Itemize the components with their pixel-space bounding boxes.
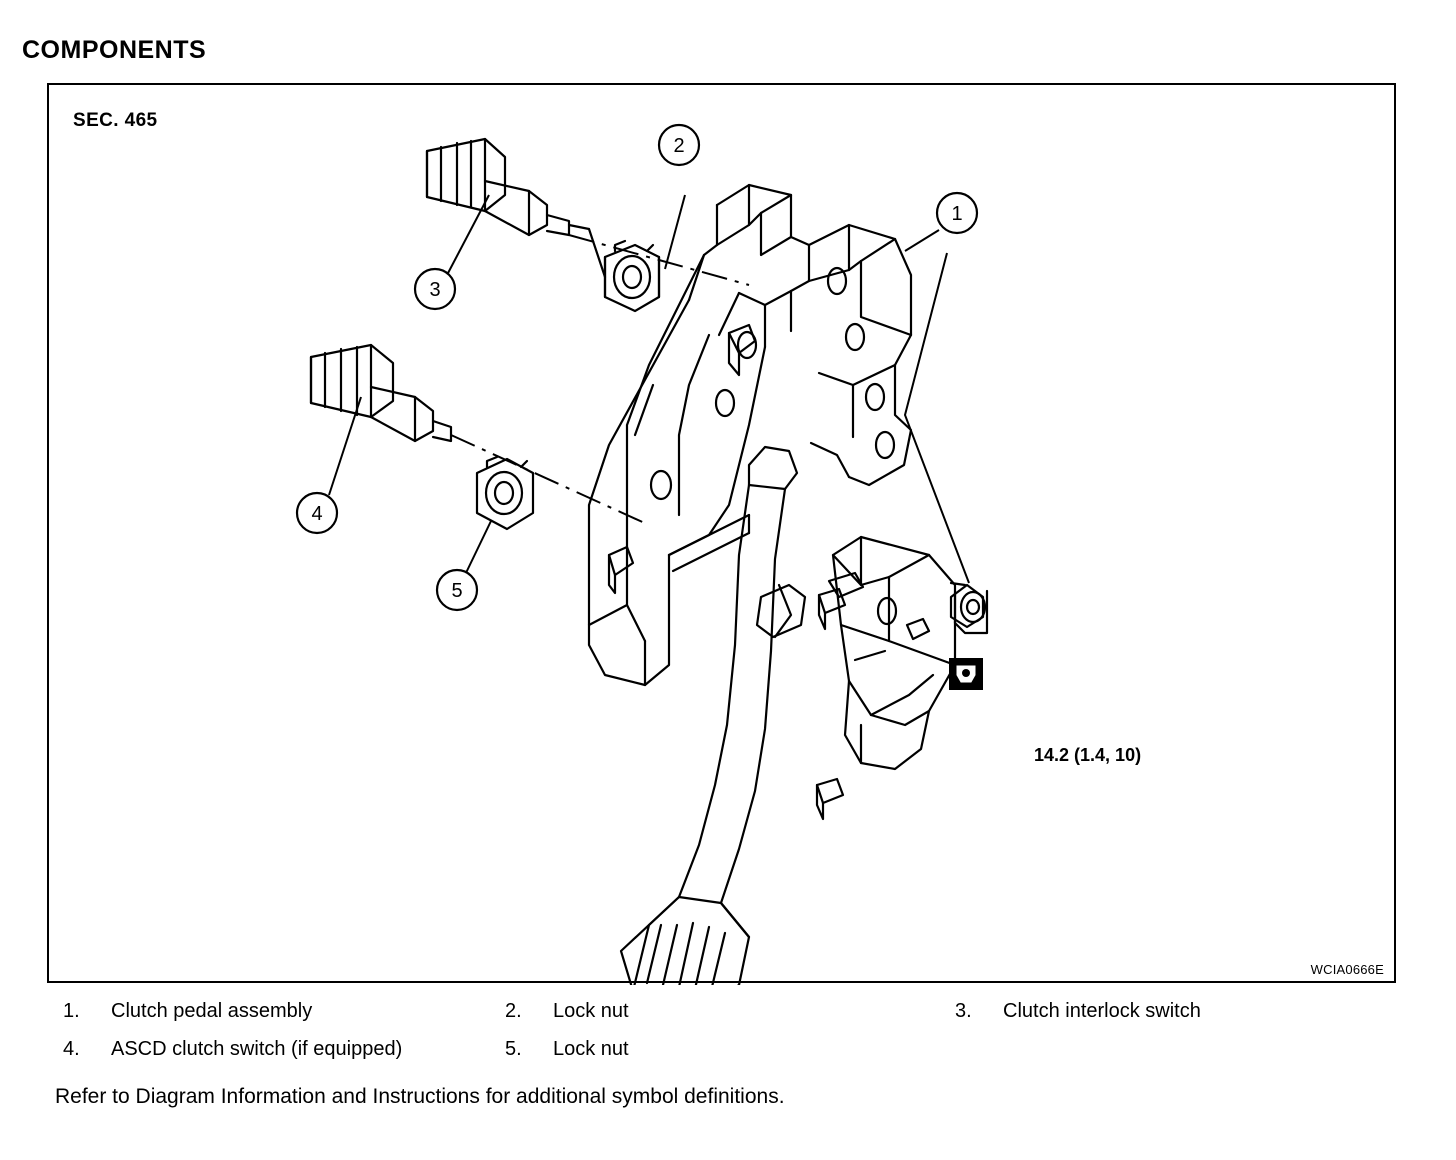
legend-label: ASCD clutch switch (if equipped) (111, 1038, 403, 1060)
figure-code: WCIA0666E (1310, 962, 1384, 977)
section-label: SEC. 465 (73, 110, 158, 131)
legend-number: 4. (63, 1038, 80, 1060)
legend-item-1 (63, 1000, 312, 1023)
legend-number: 3. (955, 1000, 972, 1022)
legend-label: Clutch pedal assembly (111, 1000, 313, 1022)
legend-row (47, 1000, 1407, 1038)
legend-number: 5. (505, 1038, 522, 1060)
legend-label: Lock nut (553, 1038, 629, 1060)
legend-label: Clutch interlock switch (1003, 1000, 1201, 1022)
callout-label-1: 1 (951, 203, 963, 225)
legend-item-5 (505, 1038, 629, 1061)
callout-label-2: 2 (673, 135, 685, 157)
torque-spec-text: 14.2 (1.4, 10) (1034, 745, 1142, 765)
legend-item-4 (63, 1038, 402, 1061)
legend (47, 1000, 1407, 1076)
legend-number: 2. (505, 1000, 522, 1022)
legend-item-3 (955, 1000, 1201, 1023)
legend-item-2 (505, 1000, 629, 1023)
diagram-illustration (49, 85, 1398, 985)
figure-frame (47, 83, 1396, 983)
legend-number: 1. (63, 1000, 80, 1022)
torque-symbol (949, 658, 983, 690)
page-title: COMPONENTS (22, 36, 207, 64)
callout-label-3: 3 (429, 279, 441, 301)
callout-label-4: 4 (311, 503, 323, 525)
footer-note: Refer to Diagram Information and Instructions for additional symbol definitions. (55, 1085, 785, 1108)
callout-label-5: 5 (451, 580, 463, 602)
legend-label: Lock nut (553, 1000, 629, 1022)
legend-row (47, 1038, 1407, 1076)
